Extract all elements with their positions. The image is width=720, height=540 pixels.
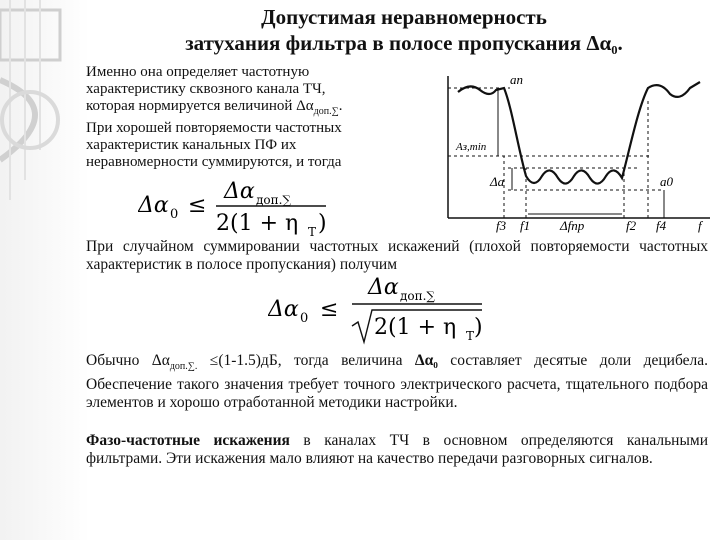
- title-line-2: затухания фильтра в полосе пропускания Δα₀.: [185, 31, 623, 55]
- intro-dot: .: [338, 98, 343, 114]
- left-ornament: [0, 0, 90, 540]
- formula2-leq: ≤: [320, 297, 339, 322]
- para2-a: Обычно Δα: [86, 352, 170, 369]
- intro-subscript: доп.∑: [313, 106, 339, 117]
- label-delta-a: Δa: [490, 174, 505, 189]
- label-f2: f2: [626, 218, 637, 233]
- label-dfpr: Δfпр: [560, 218, 585, 233]
- formula2-lhs: Δα: [268, 297, 299, 322]
- para3-bold: Фазо-частотные искажения: [86, 432, 290, 449]
- page-title: [88, 4, 720, 56]
- attenuation-curve: [458, 82, 700, 184]
- intro-line: неравномерности суммируются, и тогда: [86, 154, 342, 170]
- formula2-den-close: ): [474, 315, 483, 340]
- label-f3: f3: [496, 218, 507, 233]
- label-ap: aп: [510, 72, 523, 87]
- attenuation-diagram: [438, 68, 718, 234]
- formula1-num-sub: доп.∑: [256, 193, 291, 207]
- intro-line: [86, 98, 436, 120]
- para2-c: составляет десятые доли децибела. Обеспечение такого значения требует точного электрического расчета, тщательного подбора элементов и хорошо отработанной методики настройки.: [86, 352, 708, 412]
- intro-line: характеристик канальных ПФ их: [86, 137, 297, 153]
- formula2-den-sub: Т: [466, 329, 475, 343]
- label-amin: Aз,min: [456, 141, 487, 153]
- para2-b: ≤(1-1.5)дБ, тогда величина: [197, 352, 415, 369]
- formula1-lhs-sub: 0: [170, 207, 179, 222]
- intro-line: При хорошей повторяемости частотных: [86, 120, 342, 136]
- formula2-den: 2(1 + η: [374, 315, 457, 340]
- formula2-num: Δα: [368, 275, 399, 300]
- formula-random: [268, 272, 488, 348]
- paragraph-random-summation: При случайном суммировании частотных искажений (плохой повторяемости частотных характеристик в полосе пропускания) получим: [86, 238, 708, 273]
- label-f: f: [698, 218, 702, 233]
- formula-correlated: [138, 176, 348, 238]
- formula1-den-sub: Т: [308, 225, 317, 238]
- formula1-leq: ≤: [188, 193, 207, 218]
- formula2-lhs-sub: 0: [300, 311, 309, 326]
- intro-text: [86, 64, 436, 171]
- title-line-1: Допустимая неравномерность: [261, 5, 547, 29]
- paragraph-typical-values: [86, 352, 708, 412]
- para3-rest: в каналах ТЧ в основном определяются канальными фильтрами. Эти искажения мало влияют на качество передачи разговорных сигналов.: [86, 432, 708, 467]
- paragraph-phase-distortion: [86, 432, 708, 468]
- formula1-den-close: ): [318, 211, 327, 236]
- label-a0: a0: [660, 174, 673, 189]
- label-f4: f4: [656, 218, 667, 233]
- para2-sub: доп.∑.: [169, 361, 198, 373]
- formula1-num: Δα: [224, 179, 255, 204]
- intro-line: Именно она определяет частотную: [86, 64, 310, 80]
- formula2-num-sub: доп.∑: [400, 289, 435, 303]
- formula1-den: 2(1 + η: [216, 211, 299, 236]
- formula1-lhs: Δα: [138, 193, 169, 218]
- label-f1: f1: [520, 218, 531, 233]
- intro-line-text: которая нормируется величиной Δα: [86, 98, 314, 114]
- intro-line: характеристику сквозного канала ТЧ,: [86, 81, 326, 97]
- para2-bold: Δα₀: [414, 352, 438, 369]
